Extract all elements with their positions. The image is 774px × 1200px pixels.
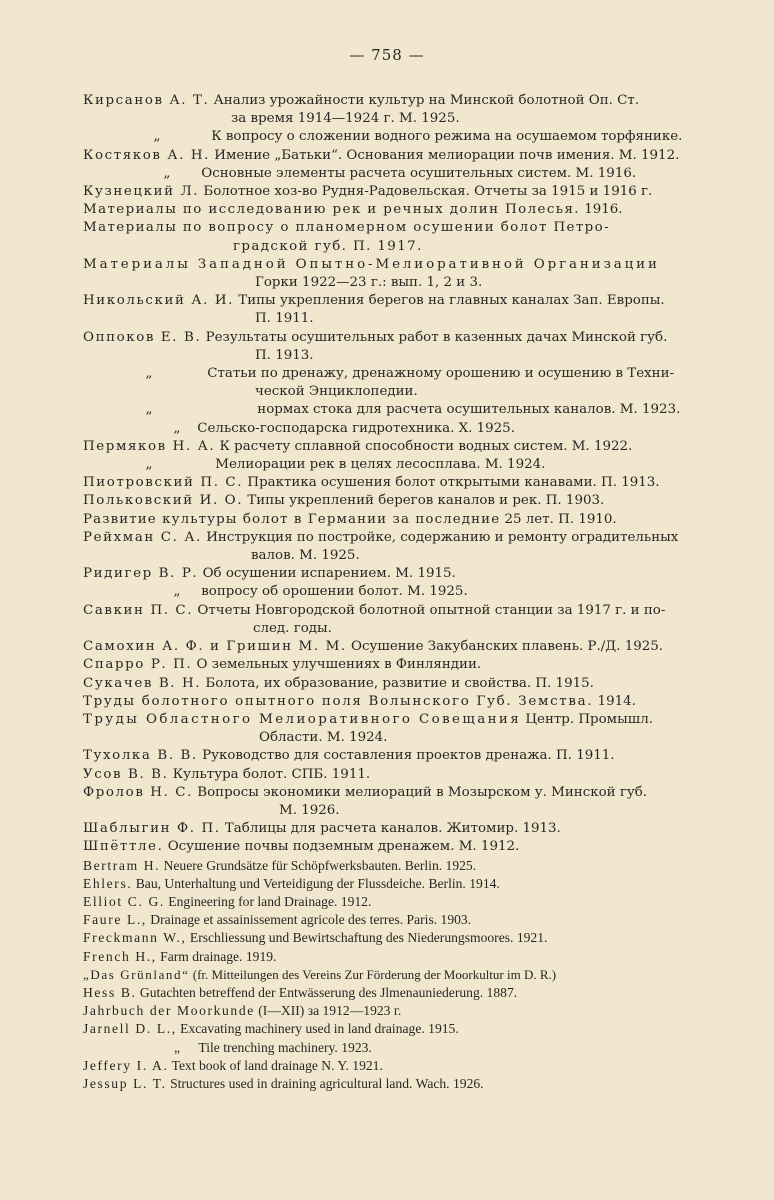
ditto-mark: „ bbox=[145, 366, 153, 382]
entry-title: Результаты осушительных работ в казенных дачах Минской губ. bbox=[205, 329, 668, 345]
entry-collection-title: Развитие культуры болот в Германии за последние bbox=[83, 511, 501, 527]
bibliography-entry bbox=[83, 438, 683, 456]
bibliography-entry bbox=[83, 292, 683, 328]
bibliography-entry bbox=[83, 456, 683, 474]
entry-author: French H., bbox=[83, 948, 157, 964]
bibliography-entry bbox=[83, 219, 683, 255]
entry-collection-title: Материалы по вопросу о планомерном осушении болот Петро- bbox=[83, 220, 611, 236]
entry-title: Типы укрепления берегов на главных каналах Зап. Европы. bbox=[238, 293, 665, 309]
entry-author: Кузнецкий Л. bbox=[83, 184, 200, 200]
bibliography-entry bbox=[83, 675, 683, 693]
entry-title: Таблицы для расчета каналов. Житомир. 1913. bbox=[224, 821, 561, 837]
entry-title: Болота, их образование, развитие и свойства. П. 1915. bbox=[205, 675, 594, 691]
bibliography-entry bbox=[83, 201, 683, 219]
entry-title: нормах стока для расчета осушительных каналов. М. 1923. bbox=[257, 402, 681, 418]
entry-author: Никольский А. И. bbox=[83, 293, 234, 309]
entry-title: вопросу об орошении болот. М. 1925. bbox=[201, 584, 468, 600]
bibliography-entry bbox=[83, 92, 683, 128]
entry-title: Drainage et assainissement agricole des terres. Paris. 1903. bbox=[150, 912, 472, 928]
entry-year: 25 лет. П. 1910. bbox=[504, 511, 617, 527]
bibliography-entry bbox=[83, 602, 683, 638]
bibliography-entry bbox=[83, 492, 683, 510]
entry-title: Анализ урожайности культур на Минской болотной Оп. Ст. bbox=[213, 93, 640, 108]
ditto-mark: „ bbox=[153, 129, 161, 145]
entry-title: Вопросы экономики мелиораций в Мозырском у. Минской губ. bbox=[197, 784, 648, 800]
entry-author: Jahrbuch der Moorkunde bbox=[83, 1003, 255, 1019]
entry-author: „Das Grünland“ bbox=[83, 966, 190, 982]
entry-title: К вопросу о сложении водного режима на осушаемом торфянике. bbox=[211, 129, 683, 145]
entry-continuation: П. 1913. bbox=[255, 347, 314, 363]
entry-author: Jarnell D. L., bbox=[83, 1021, 177, 1037]
bibliography-entry bbox=[83, 747, 683, 765]
entry-title: Типы укреплений берегов каналов и рек. П. 1903. bbox=[247, 493, 605, 509]
bibliography-entry bbox=[83, 948, 683, 966]
bibliography-entry bbox=[83, 656, 683, 674]
entry-author: Костяков А. Н. bbox=[83, 147, 210, 163]
entry-continuation: след. годы. bbox=[253, 620, 332, 636]
bibliography-entry bbox=[83, 766, 683, 784]
entry-title: Structures used in draining agricultural land. Wach. 1926. bbox=[170, 1075, 484, 1091]
entry-continuation: валов. М. 1925. bbox=[251, 548, 360, 564]
entry-title: Об осушении испарением. М. 1915. bbox=[202, 566, 456, 582]
ditto-mark: „ bbox=[163, 165, 171, 181]
entry-author: Jessup L. T. bbox=[83, 1075, 167, 1091]
entry-title: Центр. Промышл. bbox=[525, 711, 653, 727]
bibliography-entry bbox=[83, 401, 683, 419]
entry-author: Тухолка В. В. bbox=[83, 748, 198, 764]
entry-author: Самохин А. Ф. и Гришин М. М. bbox=[83, 639, 347, 655]
bibliography-entry bbox=[83, 1039, 683, 1057]
entry-title: О земельных улучшениях в Финляндии. bbox=[196, 657, 482, 673]
entry-author: Кирсанов А. Т. bbox=[83, 93, 210, 108]
bibliography-entry bbox=[83, 838, 683, 856]
entry-author: Ehlers. bbox=[83, 875, 133, 891]
entry-author: Савкин П. С. bbox=[83, 602, 194, 618]
entry-author: Bertram H. bbox=[83, 857, 161, 873]
page-number: — 758 — bbox=[349, 46, 425, 64]
bibliography-entry bbox=[83, 1002, 683, 1020]
entry-title: К расчету сплавной способности водных систем. М. 1922. bbox=[219, 438, 633, 454]
bibliography-entry bbox=[83, 1057, 683, 1075]
bibliography-entry bbox=[83, 1075, 683, 1093]
bibliography-list bbox=[83, 92, 683, 1093]
entry-continuation: за время 1914—1924 г. М. 1925. bbox=[231, 111, 460, 127]
entry-author: Спарро Р. П. bbox=[83, 657, 193, 673]
entry-author: Рейхман С. А. bbox=[83, 529, 202, 545]
entry-title: Руководство для составления проектов дренажа. П. 1911. bbox=[202, 748, 615, 764]
bibliography-entry bbox=[83, 565, 683, 583]
entry-continuation: П. 1911. bbox=[255, 311, 314, 327]
entry-title: Сельско-господарска гидротехника. Х. 1925. bbox=[197, 420, 515, 436]
entry-author: Шаблыгин Ф. П. bbox=[83, 821, 221, 837]
entry-title: Статьи по дренажу, дренажному орошению и осушению в Техни- bbox=[207, 366, 675, 382]
entry-title: Болотное хоз-во Рудня-Радовельская. Отчеты за 1915 и 1916 г. bbox=[203, 184, 653, 200]
entry-year: 1916. bbox=[584, 202, 623, 218]
bibliography-entry bbox=[83, 529, 683, 565]
entry-author: Фролов Н. С. bbox=[83, 784, 194, 800]
entry-collection-title: Труды болотного опытного поля Волынского Губ. Земства. bbox=[83, 693, 594, 709]
entry-title: Bau, Unterhaltung und Verteidigung der Flussdeiche. Berlin. 1914. bbox=[135, 875, 500, 891]
entry-year: 1914. bbox=[597, 693, 636, 709]
entry-title: Имение „Батьки“. Основания мелиорации почв имения. М. 1912. bbox=[214, 147, 680, 163]
entry-title: Осушение почвы подземным дренажем. М. 1912. bbox=[167, 839, 520, 855]
entry-title: Tile trenching machinery. 1923. bbox=[198, 1039, 372, 1055]
ditto-mark: „ bbox=[173, 584, 181, 600]
bibliography-entry bbox=[83, 329, 683, 365]
ditto-mark: „ bbox=[145, 457, 153, 473]
entry-title: Erschliessung und Bewirtschaftung des Niederungsmoores. 1921. bbox=[189, 930, 548, 946]
bibliography-entry bbox=[83, 165, 683, 183]
entry-title: Engineering for land Drainage. 1912. bbox=[168, 893, 372, 909]
bibliography-entry bbox=[83, 183, 683, 201]
bibliography-entry bbox=[83, 638, 683, 656]
entry-title: Gutachten betreffend der Entwässerung des Jlmenauniederung. 1887. bbox=[139, 984, 518, 1000]
bibliography-entry bbox=[83, 256, 683, 292]
bibliography-entry bbox=[83, 784, 683, 820]
entry-title: Основные элементы расчета осушительных систем. М. 1916. bbox=[201, 165, 637, 181]
bibliography-entry bbox=[83, 984, 683, 1002]
ditto-mark: „ bbox=[173, 1039, 181, 1055]
entry-author: Freckmann W., bbox=[83, 930, 187, 946]
bibliography-entry bbox=[83, 128, 683, 146]
entry-continuation: М. 1926. bbox=[279, 802, 340, 818]
entry-author: Пиотровский П. С. bbox=[83, 475, 244, 491]
bibliography-entry bbox=[83, 583, 683, 601]
entry-title: Excavating machinery used in land drainage. 1915. bbox=[180, 1021, 459, 1037]
bibliography-entry bbox=[83, 1020, 683, 1038]
bibliography-entry bbox=[83, 875, 683, 893]
bibliography-entry bbox=[83, 857, 683, 875]
ditto-mark: „ bbox=[173, 420, 181, 436]
bibliography-entry bbox=[83, 420, 683, 438]
entry-collection-title: Материалы Западной Опытно-Мелиоративной Организации bbox=[83, 256, 660, 272]
entry-title: (I—XII) за 1912—1923 г. bbox=[258, 1003, 402, 1019]
entry-continuation: Горки 1922—23 г.: вып. 1, 2 и 3. bbox=[255, 275, 483, 291]
bibliography-entry bbox=[83, 966, 683, 984]
entry-author: Польковский И. О. bbox=[83, 493, 244, 509]
entry-title: Осушение Закубанских плавень. Р./Д. 1925. bbox=[351, 639, 664, 655]
bibliography-entry bbox=[83, 365, 683, 401]
entry-author: Elliot C. G. bbox=[83, 893, 165, 909]
entry-title: Отчеты Новгородской болотной опытной станции за 1917 г. и по- bbox=[197, 602, 666, 618]
entry-author: Jeffery I. A. bbox=[83, 1057, 169, 1073]
entry-collection-title: Труды Областного Мелиоративного Совещания bbox=[83, 711, 522, 727]
entry-author: Пермяков Н. А. bbox=[83, 438, 216, 454]
entry-collection-title: Материалы по исследованию рек и речных долин Полесья. bbox=[83, 202, 580, 218]
ditto-mark: „ bbox=[145, 402, 153, 418]
entry-author: Шпёттле. bbox=[83, 839, 164, 855]
bibliography-entry bbox=[83, 474, 683, 492]
entry-continuation: градской губ. П. 1917. bbox=[233, 238, 423, 254]
entry-title: Практика осушения болот открытыми канавами. П. 1913. bbox=[247, 475, 660, 491]
entry-title: Культура болот. СПБ. 1911. bbox=[172, 766, 371, 782]
bibliography-entry bbox=[83, 893, 683, 911]
entry-continuation: Области. М. 1924. bbox=[259, 730, 388, 746]
bibliography-entry bbox=[83, 929, 683, 947]
bibliography-entry bbox=[83, 711, 683, 747]
bibliography-entry bbox=[83, 911, 683, 929]
entry-author: Усов В. В. bbox=[83, 766, 169, 782]
entry-title: Инструкция по постройке, содержанию и ремонту оградительных bbox=[206, 529, 679, 545]
entry-title: Farm drainage. 1919. bbox=[160, 948, 277, 964]
entry-author: Сукачев В. Н. bbox=[83, 675, 202, 691]
entry-author: Hess B. bbox=[83, 984, 137, 1000]
bibliography-entry bbox=[83, 820, 683, 838]
entry-author: Faure L., bbox=[83, 912, 147, 928]
entry-title: (fr. Mitteilungen des Vereins Zur Förderung der Moorkultur im D. R.) bbox=[192, 966, 557, 982]
entry-author: Ридигер В. Р. bbox=[83, 566, 199, 582]
entry-title: Мелиорации рек в целях лесосплава. М. 1924. bbox=[215, 457, 546, 473]
bibliography-entry bbox=[83, 511, 683, 529]
bibliography-entry bbox=[83, 693, 683, 711]
entry-author: Оппоков Е. В. bbox=[83, 329, 202, 345]
entry-continuation: ческой Энциклопедии. bbox=[255, 384, 418, 400]
entry-title: Text book of land drainage N. Y. 1921. bbox=[171, 1057, 383, 1073]
bibliography-entry bbox=[83, 147, 683, 165]
entry-title: Neuere Grundsätze für Schöpfwerksbauten. Berlin. 1925. bbox=[163, 857, 477, 873]
